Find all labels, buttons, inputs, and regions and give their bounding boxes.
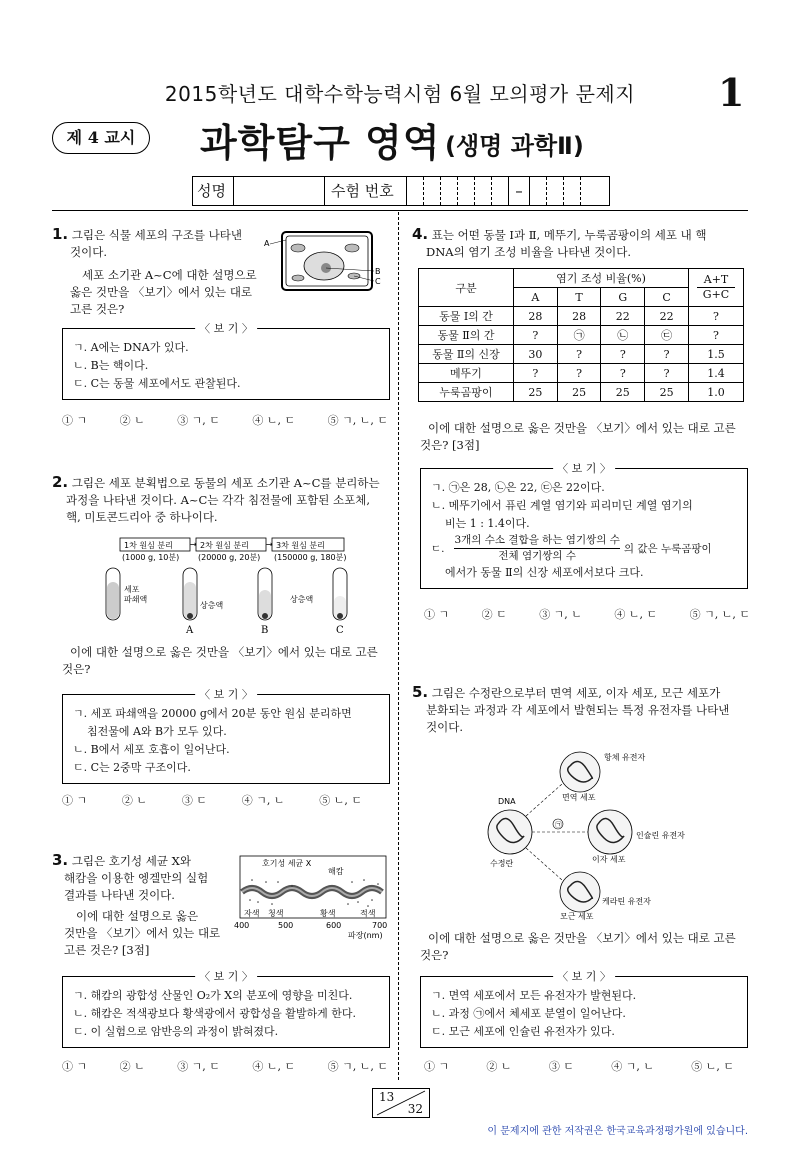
table-cell: ? bbox=[689, 307, 744, 326]
table-row bbox=[419, 326, 744, 345]
answer-choice-2[interactable]: ② ㄴ bbox=[486, 1060, 512, 1073]
table-cell: ? bbox=[601, 345, 645, 364]
step-2-condition: (20000 g, 20분) bbox=[198, 553, 261, 562]
q5-answer-choices bbox=[424, 1058, 734, 1074]
table-row bbox=[419, 383, 744, 402]
answer-choice-1[interactable]: ① ㄱ bbox=[62, 414, 88, 427]
exam-number-digit[interactable] bbox=[547, 177, 564, 205]
table-cell: 1.4 bbox=[689, 364, 744, 383]
name-label: 성명 bbox=[193, 177, 234, 205]
supernatant-label: 상층액 bbox=[200, 601, 224, 610]
table-cell: ㉡ bbox=[601, 326, 645, 345]
table-header: G+C bbox=[702, 288, 730, 301]
answer-choice-5[interactable]: ⑤ ㄴ, ㄷ bbox=[691, 1060, 734, 1073]
label-c: C bbox=[375, 277, 381, 286]
exam-number-digit[interactable] bbox=[441, 177, 458, 205]
tick-400: 400 bbox=[234, 921, 250, 930]
answer-choice-3[interactable]: ③ ㄷ bbox=[181, 794, 207, 807]
column-divider bbox=[398, 212, 399, 1080]
q2-text: 과정을 나타낸 것이다. A~C는 각각 침전물에 포함된 소포체, bbox=[66, 493, 371, 507]
answer-choice-4[interactable]: ④ ㄴ, ㄷ bbox=[252, 414, 296, 427]
table-cell: 22 bbox=[645, 307, 689, 326]
q2-text: 것은? bbox=[62, 662, 91, 676]
q4-item-prefix: ㄷ. bbox=[431, 542, 445, 555]
q1-item: ㄱ. A에는 DNA가 있다. bbox=[73, 341, 189, 354]
q4-text: 이에 대한 설명으로 옳은 것만을 〈보기〉에서 있는 대로 고른 bbox=[428, 421, 736, 435]
q4-number: 4. bbox=[412, 225, 429, 243]
question-4 bbox=[412, 226, 752, 261]
answer-choice-3[interactable]: ③ ㄱ, ㄴ bbox=[539, 608, 582, 621]
exam-number-digit[interactable] bbox=[581, 177, 597, 205]
table-cell: ? bbox=[645, 345, 689, 364]
answer-choice-3[interactable]: ③ ㄷ bbox=[548, 1060, 574, 1073]
q5-item: ㄷ. 모근 세포에 인슐린 유전자가 있다. bbox=[431, 1025, 615, 1038]
q5-choice-box bbox=[420, 970, 748, 1048]
table-cell: 22 bbox=[601, 307, 645, 326]
exam-number-label: 수험 번호 bbox=[325, 177, 407, 205]
q5-item: ㄱ. 면역 세포에서 모든 유전자가 발현된다. bbox=[431, 989, 637, 1002]
q4-item: ㄴ. 메뚜기에서 퓨린 계열 염기와 피리미딘 계열 염기의 bbox=[431, 499, 693, 512]
table-cell: 동물 Ⅰ의 간 bbox=[419, 307, 514, 326]
answer-choice-2[interactable]: ② ㄴ bbox=[119, 414, 145, 427]
answer-choice-3[interactable]: ③ ㄱ, ㄷ bbox=[177, 1060, 220, 1073]
table-cell: 25 bbox=[601, 383, 645, 402]
q5-text: 것은? bbox=[420, 948, 449, 962]
color-blue: 청색 bbox=[268, 909, 284, 918]
q2-item: ㄱ. 세포 파쇄액을 20000 g에서 20분 동안 원심 분리하면 bbox=[73, 707, 352, 720]
q3-text: 고른 것은? [3점] bbox=[64, 943, 150, 957]
q3-text: 그림은 호기성 세균 X와 bbox=[71, 854, 191, 868]
q2-answer-choices bbox=[62, 792, 362, 808]
q5-text: 이에 대한 설명으로 옳은 것만을 〈보기〉에서 있는 대로 고른 bbox=[428, 931, 736, 945]
q1-choice-box bbox=[62, 322, 390, 400]
table-cell: 25 bbox=[514, 383, 558, 402]
question-5 bbox=[412, 684, 752, 736]
answer-choice-4[interactable]: ④ ㄴ, ㄷ bbox=[614, 608, 658, 621]
box-title: 〈 보 기 〉 bbox=[553, 968, 615, 986]
table-header: T bbox=[557, 288, 601, 307]
box-title: 〈 보 기 〉 bbox=[195, 320, 257, 338]
table-cell: 25 bbox=[645, 383, 689, 402]
svg-text:→: → bbox=[190, 540, 197, 549]
step-3-label: 3차 원심 분리 bbox=[276, 541, 325, 550]
q3-text: 이에 대한 설명으로 옳은 bbox=[76, 909, 199, 923]
answer-choice-2[interactable]: ② ㄴ bbox=[119, 1060, 145, 1073]
table-cell: 30 bbox=[514, 345, 558, 364]
answer-choice-1[interactable]: ① ㄱ bbox=[62, 794, 88, 807]
fraction-denominator: 전체 염기쌍의 수 bbox=[498, 550, 577, 562]
immune-cell-label: 면역 세포 bbox=[562, 793, 596, 802]
q2-item: ㄴ. B에서 세포 호흡이 일어난다. bbox=[73, 743, 230, 756]
tick-600: 600 bbox=[326, 921, 342, 930]
candidate-info-box bbox=[192, 176, 610, 206]
q3-item: ㄷ. 이 실험으로 암반응의 과정이 밝혀졌다. bbox=[73, 1025, 279, 1038]
tube-a-label: A bbox=[186, 625, 194, 636]
table-cell: 28 bbox=[514, 307, 558, 326]
exam-number-digit[interactable] bbox=[458, 177, 475, 205]
q3-item: ㄱ. 해캄의 광합성 산물인 O₂가 X의 분포에 영향을 미친다. bbox=[73, 989, 353, 1002]
table-cell: 28 bbox=[557, 307, 601, 326]
q5-text: 것이다. bbox=[426, 720, 463, 734]
q2-text: 이에 대한 설명으로 옳은 것만을 〈보기〉에서 있는 대로 고른 bbox=[70, 645, 378, 659]
zygote-label: 수정란 bbox=[490, 859, 514, 868]
exam-title: 2015학년도 대학수학능력시험 6월 모의평가 문제지 bbox=[164, 82, 636, 106]
exam-number-digit[interactable] bbox=[424, 177, 441, 205]
period-label: 제 4 교시 bbox=[52, 122, 150, 154]
centrifugation-figure bbox=[100, 536, 360, 636]
q2-prompt bbox=[62, 644, 392, 678]
answer-choice-5[interactable]: ⑤ ㄴ, ㄷ bbox=[319, 794, 362, 807]
tick-500: 500 bbox=[278, 921, 294, 930]
supernatant-label: 상층액 bbox=[290, 595, 314, 604]
q5-text: 분화되는 과정과 각 세포에서 발현되는 특정 유전자를 나타낸 bbox=[426, 703, 730, 717]
q3-text: 해캄을 이용한 엥겔만의 실험 bbox=[64, 871, 209, 885]
q1-answer-choices bbox=[62, 412, 388, 428]
process-label: ㉠ bbox=[555, 821, 562, 829]
plant-cell-figure bbox=[262, 226, 392, 296]
exam-number-digit[interactable] bbox=[530, 177, 547, 205]
subject-subtitle: (생명 과학Ⅱ) bbox=[445, 132, 584, 160]
q4-prompt bbox=[420, 420, 750, 454]
q3-item: ㄴ. 해캄은 적색광보다 황색광에서 광합성을 활발하게 한다. bbox=[73, 1007, 356, 1020]
lysate-label: 세포 bbox=[124, 585, 140, 594]
header-rule bbox=[52, 210, 748, 211]
box-title: 〈 보 기 〉 bbox=[553, 460, 615, 478]
table-row bbox=[419, 364, 744, 383]
q3-number: 3. bbox=[52, 851, 69, 869]
q2-item: ㄷ. C는 2중막 구조이다. bbox=[73, 761, 191, 774]
step-3-condition: (150000 g, 180분) bbox=[274, 553, 347, 562]
exam-number-digit[interactable] bbox=[564, 177, 581, 205]
table-cell: ? bbox=[557, 364, 601, 383]
insulin-gene-label: 인슐린 유전자 bbox=[636, 831, 685, 840]
table-cell: 메뚜기 bbox=[419, 364, 514, 383]
total-pages: 32 bbox=[407, 1102, 423, 1116]
exam-number-dash: – bbox=[509, 177, 530, 205]
table-row bbox=[419, 307, 744, 326]
label-b: B bbox=[375, 267, 381, 276]
answer-choice-5[interactable]: ⑤ ㄱ, ㄴ, ㄷ bbox=[327, 1060, 388, 1073]
table-cell: 동물 Ⅱ의 신장 bbox=[419, 345, 514, 364]
exam-number-digit[interactable] bbox=[475, 177, 492, 205]
q2-choice-box bbox=[62, 688, 390, 784]
table-cell: ? bbox=[514, 364, 558, 383]
q4-text: 표는 어떤 동물 Ⅰ과 Ⅱ, 메뚜기, 누룩곰팡이의 세포 내 핵 bbox=[431, 228, 707, 242]
algae-label: 해캄 bbox=[328, 867, 344, 876]
q1-text: 세포 소기관 A~C에 대한 설명으로 bbox=[82, 268, 257, 282]
table-cell: ? bbox=[601, 364, 645, 383]
q5-text: 그림은 수정란으로부터 면역 세포, 이자 세포, 모근 세포가 bbox=[431, 686, 721, 700]
box-title: 〈 보 기 〉 bbox=[195, 968, 257, 986]
table-header: 구분 bbox=[419, 269, 514, 307]
answer-choice-1[interactable]: ① ㄱ bbox=[424, 608, 450, 621]
page-number: 1 bbox=[718, 70, 745, 115]
answer-choice-5[interactable]: ⑤ ㄱ, ㄴ, ㄷ bbox=[327, 414, 388, 427]
tube-b-label: B bbox=[261, 625, 269, 636]
table-cell: ㉢ bbox=[645, 326, 689, 345]
q1-item: ㄷ. C는 동물 세포에서도 관찰된다. bbox=[73, 377, 241, 390]
answer-choice-2[interactable]: ② ㄷ bbox=[481, 608, 507, 621]
q5-number: 5. bbox=[412, 683, 429, 701]
table-header: C bbox=[645, 288, 689, 307]
question-3 bbox=[52, 852, 242, 959]
table-row bbox=[419, 345, 744, 364]
bacteria-label: 호기성 세균 X bbox=[262, 859, 312, 868]
q1-number: 1. bbox=[52, 225, 69, 243]
q2-text: 핵, 미토콘드리아 중 하나이다. bbox=[66, 510, 218, 524]
q1-text: 것이다. bbox=[70, 245, 107, 259]
question-2 bbox=[52, 474, 392, 526]
current-page: 13 bbox=[379, 1090, 395, 1104]
table-header: A bbox=[514, 288, 558, 307]
table-cell: ? bbox=[557, 345, 601, 364]
table-cell: ? bbox=[645, 364, 689, 383]
table-cell: 누룩곰팡이 bbox=[419, 383, 514, 402]
color-violet: 자색 bbox=[244, 909, 260, 918]
q3-text: 결과를 나타낸 것이다. bbox=[64, 888, 175, 902]
color-yellow: 황색 bbox=[320, 909, 336, 918]
dna-composition-table bbox=[418, 268, 744, 402]
table-header: 염기 조성 비율(%) bbox=[514, 269, 689, 288]
tick-700: 700 bbox=[372, 921, 388, 930]
step-1-label: 1차 원심 분리 bbox=[124, 541, 173, 550]
q2-number: 2. bbox=[52, 473, 69, 491]
q1-item: ㄴ. B는 핵이다. bbox=[73, 359, 149, 372]
q4-answer-choices bbox=[424, 606, 750, 622]
answer-choice-3[interactable]: ③ ㄱ, ㄷ bbox=[177, 414, 220, 427]
answer-choice-4[interactable]: ④ ㄱ, ㄴ bbox=[611, 1060, 654, 1073]
answer-choice-4[interactable]: ④ ㄴ, ㄷ bbox=[252, 1060, 296, 1073]
name-field[interactable] bbox=[234, 177, 325, 205]
answer-choice-1[interactable]: ① ㄱ bbox=[424, 1060, 450, 1073]
table-header: A+T bbox=[697, 273, 735, 288]
pancreas-cell-label: 이자 세포 bbox=[592, 855, 626, 864]
fraction-numerator: 3개의 수소 결합을 하는 염기쌍의 수 bbox=[454, 533, 619, 549]
hair-root-cell-label: 모근 세포 bbox=[560, 912, 594, 921]
q4-item: 에서가 동물 Ⅱ의 신장 세포에서보다 크다. bbox=[445, 566, 644, 579]
tube-c-label: C bbox=[336, 625, 344, 636]
answer-choice-5[interactable]: ⑤ ㄱ, ㄴ, ㄷ bbox=[689, 608, 750, 621]
copyright-notice: 이 문제지에 관한 저작권은 한국교육과정평가원에 있습니다. bbox=[487, 1126, 748, 1137]
axis-label: 파장(nm) bbox=[348, 931, 383, 940]
exam-number-digit[interactable] bbox=[492, 177, 509, 205]
table-cell: ㉠ bbox=[557, 326, 601, 345]
table-cell: ? bbox=[514, 326, 558, 345]
q1-text: 고른 것은? bbox=[70, 302, 125, 316]
answer-choice-4[interactable]: ④ ㄱ, ㄴ bbox=[241, 794, 285, 807]
table-cell: 동물 Ⅱ의 간 bbox=[419, 326, 514, 345]
dna-label: DNA bbox=[498, 797, 516, 806]
svg-text:→: → bbox=[266, 540, 273, 549]
exam-number-digit[interactable] bbox=[407, 177, 424, 205]
label-a: A bbox=[264, 239, 270, 248]
step-2-label: 2차 원심 분리 bbox=[200, 541, 249, 550]
q4-item-suffix: 의 값은 누룩곰팡이 bbox=[623, 542, 712, 555]
q1-text: 옳은 것만을 〈보기〉에서 있는 대로 bbox=[70, 285, 253, 299]
answer-choice-1[interactable]: ① ㄱ bbox=[62, 1060, 88, 1073]
q3-choice-box bbox=[62, 970, 390, 1048]
answer-choice-2[interactable]: ② ㄴ bbox=[121, 794, 148, 807]
table-cell: ? bbox=[689, 326, 744, 345]
q4-item-fraction bbox=[431, 533, 737, 564]
color-red: 적색 bbox=[360, 909, 376, 918]
q4-text: DNA의 염기 조성 비율을 나타낸 것이다. bbox=[426, 245, 632, 259]
q1-text: 그림은 식물 세포의 구조를 나타낸 bbox=[71, 228, 242, 242]
cell-differentiation-figure bbox=[470, 742, 700, 922]
table-cell: 1.5 bbox=[689, 345, 744, 364]
q2-text: 그림은 세포 분획법으로 동물의 세포 소기관 A~C를 분리하는 bbox=[71, 476, 380, 490]
q3-answer-choices bbox=[62, 1058, 388, 1074]
box-title: 〈 보 기 〉 bbox=[195, 686, 257, 704]
q5-item: ㄴ. 과정 ㉠에서 체세포 분열이 일어난다. bbox=[431, 1007, 626, 1020]
q4-choice-box bbox=[420, 462, 748, 589]
engelmann-figure bbox=[232, 852, 392, 942]
step-1-condition: (1000 g, 10분) bbox=[122, 553, 180, 562]
q2-item: 침전물에 A와 B가 모두 있다. bbox=[73, 725, 227, 738]
q3-text: 것만을 〈보기〉에서 있는 대로 bbox=[64, 926, 221, 940]
subject-title: 과학탐구 영역 bbox=[200, 121, 441, 165]
q4-item: ㄱ. ㉠은 28, ㉡은 22, ㉢은 22이다. bbox=[431, 481, 605, 494]
lysate-label: 파쇄액 bbox=[124, 595, 148, 604]
page-indicator bbox=[372, 1088, 430, 1118]
antibody-gene-label: 항체 유전자 bbox=[604, 753, 646, 762]
keratin-gene-label: 케라틴 유전자 bbox=[602, 897, 651, 906]
q4-item: 비는 1 : 1.4이다. bbox=[431, 517, 530, 530]
table-cell: 1.0 bbox=[689, 383, 744, 402]
table-cell: 25 bbox=[557, 383, 601, 402]
table-header: G bbox=[601, 288, 645, 307]
q5-prompt bbox=[420, 930, 750, 964]
q4-text: 것은? [3점] bbox=[420, 438, 480, 452]
